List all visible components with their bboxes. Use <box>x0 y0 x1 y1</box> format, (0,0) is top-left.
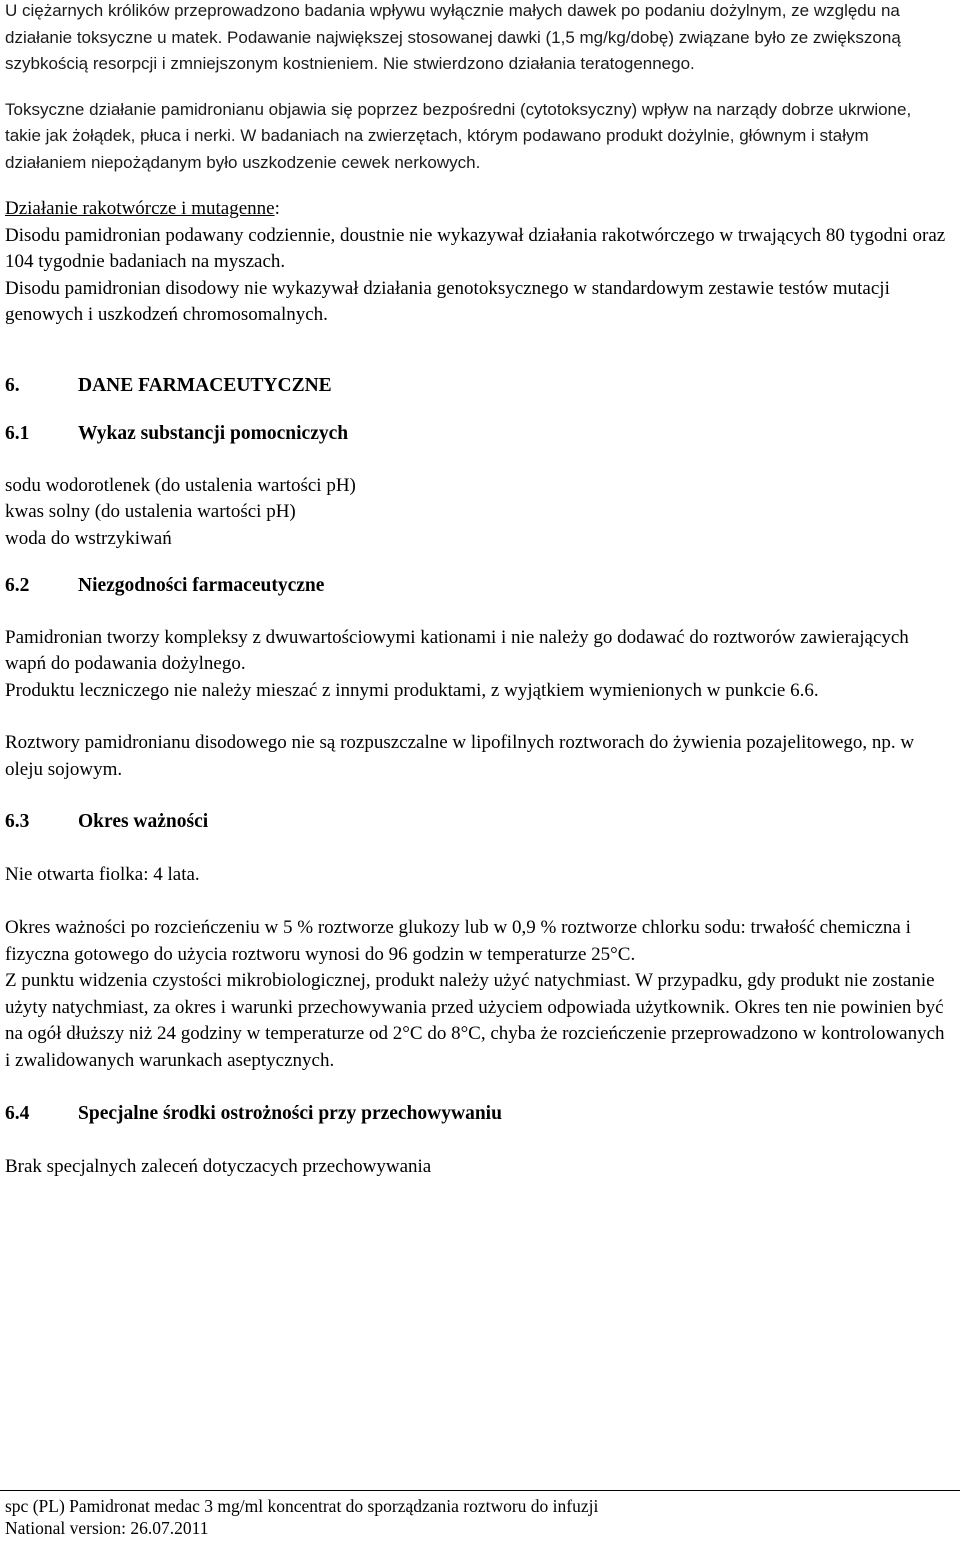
section-6-4-title: Specjalne środki ostrożności przy przechowywaniu <box>78 1103 502 1124</box>
storage-precautions-text: Brak specjalnych zaleceń dotyczacych przechowywania <box>5 1155 432 1177</box>
incompatibilities-paragraph-1: Pamidronian tworzy kompleksy z dwuwartościowymi kationami i nie należy go dodawać do roztworów zawierających wapń do podawania dożylnego. <box>5 626 909 674</box>
document-page <box>5 0 950 1180</box>
shelf-life-unopened: Nie otwarta fiolka: 4 lata. <box>5 863 200 885</box>
section-6-1-title: Wykaz substancji pomocniczych <box>78 423 349 444</box>
carcinogenic-heading <box>5 196 950 223</box>
section-6-number: 6. <box>5 374 20 396</box>
footer-product-line: spc (PL) Pamidronat medac 3 mg/ml koncentrat do sporządzania roztworu do infuzji <box>5 1496 599 1516</box>
section-6-title: DANE FARMACEUTYCZNE <box>78 374 332 396</box>
carcinogenic-section <box>5 196 950 329</box>
section-6-4-number: 6.4 <box>5 1103 30 1124</box>
carcinogenic-colon: : <box>274 198 280 219</box>
section-6-3-number: 6.3 <box>5 811 30 832</box>
shelf-life-diluted: Okres ważności po rozcieńczeniu w 5 % roztworze glukozy lub w 0,9 % roztworze chlorku sodu: trwałość chemiczna i fizyczna gotowego do użycia roztworu wynosi do 96 godzin w temperaturze 25°C. <box>5 917 911 965</box>
page-footer <box>0 1490 960 1539</box>
section-6-2-number: 6.2 <box>5 575 30 596</box>
section-6-2-heading <box>5 573 950 600</box>
section-6-4-heading <box>5 1101 950 1128</box>
carcinogenic-paragraph-1: Disodu pamidronian podawany codziennie, doustnie nie wykazywał działania rakotwórczego w trwających 80 tygodni oraz 104 tygodnie badaniach na myszach. <box>5 224 946 272</box>
excipient-item: kwas solny (do ustalenia wartości pH) <box>5 501 296 522</box>
section-6-3-heading <box>5 809 950 836</box>
excipients-list <box>5 473 950 553</box>
section-6-1-heading <box>5 421 950 448</box>
incompatibilities-paragraph-3: Roztwory pamidronianu disodowego nie są rozpuszczalne w lipofilnych roztworach do żywienia pozajelitowego, np. w oleju sojowym. <box>5 732 915 780</box>
carcinogenic-title: Działanie rakotwórcze i mutagenne <box>5 198 275 219</box>
excipient-item: woda do wstrzykiwań <box>5 527 172 549</box>
section-6-heading <box>5 373 950 400</box>
footer-version-line: National version: 26.07.2011 <box>5 1518 209 1538</box>
excipient-item: sodu wodorotlenek (do ustalenia wartości pH) <box>5 474 356 496</box>
section-6-3-title: Okres ważności <box>78 811 209 832</box>
incompatibilities-paragraph-2: Produktu leczniczego nie należy mieszać z innymi produktami, z wyjątkiem wymienionych w punkcie 6.6. <box>5 679 819 701</box>
toxicity-section <box>5 0 950 176</box>
intro-paragraph-2: Toksyczne działanie pamidronianu objawia się poprzez bezpośredni (cytotoksyczny) wpływ na narządy dobrze ukrwione, takie jak żołądek, płuca i nerki. W badaniach na zwierzętach, którym podawano produkt dożylnie, głównym i stałym działaniem niepożądanym było uszkodzenie cewek nerkowych. <box>5 99 912 172</box>
section-6-1-number: 6.1 <box>5 423 30 444</box>
section-6-2-title: Niezgodności farmaceutyczne <box>78 575 325 596</box>
incompatibilities-text <box>5 625 950 784</box>
intro-paragraph-1: U ciężarnych królików przeprowadzono badania wpływu wyłącznie małych dawek po podaniu dożylnym, ze względu na działanie toksyczne u matek. Podawanie największej stosowanej dawki (1,5 mg/kg/dobę) związane było ze zwiększoną szybkością resorpcji i zmniejszonym kostnieniem. Nie stwierdzono działania teratogennego. <box>5 1 901 73</box>
shelf-life-microbiological: Z punktu widzenia czystości mikrobiologicznej, produkt należy użyć natychmiast. W przypadku, gdy produkt nie zostanie użyty natychmiast, za okres i warunki przechowywania przed użyciem odpowiada użytkownik. Okres ten nie powinien być na ogół dłuższy niż 24 godziny w temperaturze od 2°C do 8°C, chyba że rozcieńczenie przeprowadzono w kontrolowanych i zwalidowanych warunkach aseptycznych. <box>5 970 945 1071</box>
carcinogenic-paragraph-2: Disodu pamidronian disodowy nie wykazywał działania genotoksycznego w standardowym zestawie testów mutacji genowych i uszkodzeń chromosomalnych. <box>5 277 890 325</box>
